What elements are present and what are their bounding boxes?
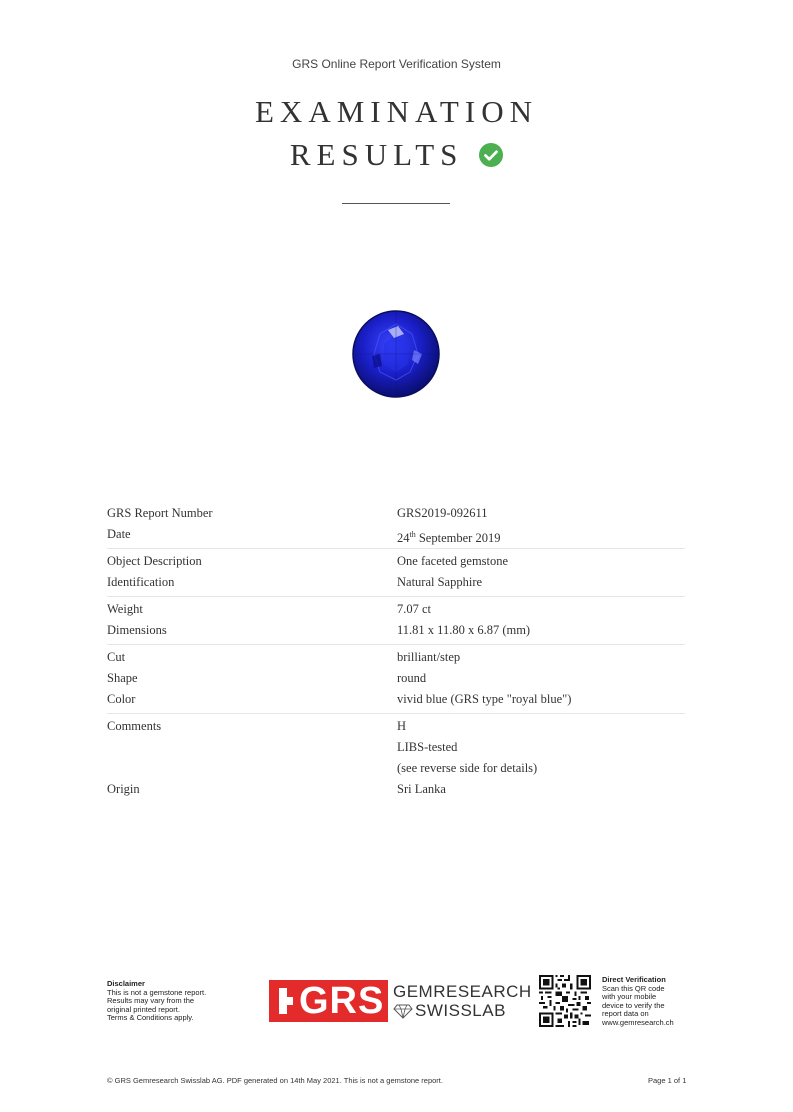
- verification-url[interactable]: www.gemresearch.ch: [602, 1017, 674, 1027]
- row-weight: [107, 599, 685, 620]
- row-comment-2: [107, 737, 685, 758]
- grs-logo: [269, 980, 532, 1024]
- details-group-appearance: [107, 645, 685, 714]
- shape-value: round: [397, 671, 427, 685]
- identification-label: Identification: [107, 575, 175, 589]
- shape-label: Shape: [107, 671, 138, 685]
- date-value: [397, 524, 685, 545]
- disclaimer-line: Terms & Conditions apply.: [107, 1013, 194, 1022]
- object-value: One faceted gemstone: [397, 554, 509, 568]
- date-suffix: th: [409, 530, 416, 539]
- details-group-object: [107, 549, 685, 597]
- row-dimensions: [107, 620, 685, 641]
- row-comments: [107, 716, 685, 737]
- row-identification: [107, 572, 685, 593]
- weight-label: Weight: [107, 602, 143, 616]
- disclaimer-line: Results may vary from the: [107, 996, 195, 1005]
- verification-line: device to verify the: [602, 1000, 665, 1010]
- qr-code-icon[interactable]: [539, 975, 591, 1027]
- date-day: 24: [397, 531, 410, 545]
- page-title-line2-text: RESULTS: [289, 137, 464, 172]
- sapphire-gem-image: [352, 310, 440, 398]
- disclaimer-line: original printed report.: [107, 1004, 180, 1014]
- verification-line: with your mobile: [602, 992, 657, 1002]
- identification-value: Natural Sapphire: [397, 575, 483, 589]
- row-origin: [107, 779, 685, 800]
- row-shape: [107, 668, 685, 689]
- comment-3: (see reverse side for details): [397, 761, 538, 775]
- cut-value: brilliant/step: [397, 650, 461, 664]
- row-report-number: [107, 503, 685, 524]
- comments-label: Comments: [107, 719, 162, 733]
- row-cut: [107, 647, 685, 668]
- object-label: Object Description: [107, 554, 202, 568]
- verification-line: report data on: [602, 1009, 649, 1019]
- row-date: [107, 524, 685, 545]
- report-number-value: GRS2019-092611: [397, 506, 488, 520]
- footer-copyright: © GRS Gemresearch Swisslab AG. PDF generated on 14th May 2021. This is not a gemstone report.: [107, 1076, 443, 1085]
- disclaimer: [107, 980, 247, 1023]
- dimensions-label: Dimensions: [107, 623, 167, 637]
- footer-page-number: Page 1 of 1: [648, 1076, 687, 1085]
- grs-logo-text: GRS: [299, 980, 385, 1022]
- origin-value: Sri Lanka: [397, 782, 446, 796]
- page-title-line1: EXAMINATION: [255, 94, 538, 129]
- direct-verification: [602, 976, 702, 1028]
- date-rest: September 2019: [415, 531, 501, 545]
- diamond-icon: [393, 1004, 413, 1019]
- weight-value: 7.07 ct: [397, 602, 432, 616]
- disclaimer-heading: Disclaimer: [107, 979, 145, 988]
- logo-line1: GEMRESEARCH: [393, 982, 532, 1001]
- system-subtitle: GRS Online Report Verification System: [292, 57, 501, 71]
- title-divider: [342, 203, 450, 204]
- verification-heading: Direct Verification: [602, 975, 666, 984]
- details-group-measure: [107, 597, 685, 645]
- row-object: [107, 551, 685, 572]
- origin-label: Origin: [107, 782, 140, 796]
- report-details: [107, 501, 685, 803]
- color-value: vivid blue (GRS type "royal blue"): [397, 692, 572, 706]
- color-label: Color: [107, 692, 136, 706]
- details-group-comments: [107, 714, 685, 803]
- comment-2: LIBS-tested: [397, 740, 458, 754]
- dimensions-value: 11.81 x 11.80 x 6.87 (mm): [397, 623, 531, 637]
- grs-logo-mark: [269, 980, 388, 1022]
- row-comment-3: [107, 758, 685, 779]
- page-title-line2: [0, 137, 793, 173]
- details-group-report: [107, 501, 685, 549]
- row-color: [107, 689, 685, 710]
- verification-line: Scan this QR code: [602, 983, 665, 993]
- logo-line2: SWISSLAB: [415, 1001, 506, 1020]
- check-circle-icon: [479, 143, 503, 167]
- date-label: Date: [107, 527, 131, 541]
- cut-label: Cut: [107, 650, 126, 664]
- disclaimer-line: This is not a gemstone report.: [107, 987, 207, 997]
- comment-1: H: [397, 719, 407, 733]
- report-number-label: GRS Report Number: [107, 506, 213, 520]
